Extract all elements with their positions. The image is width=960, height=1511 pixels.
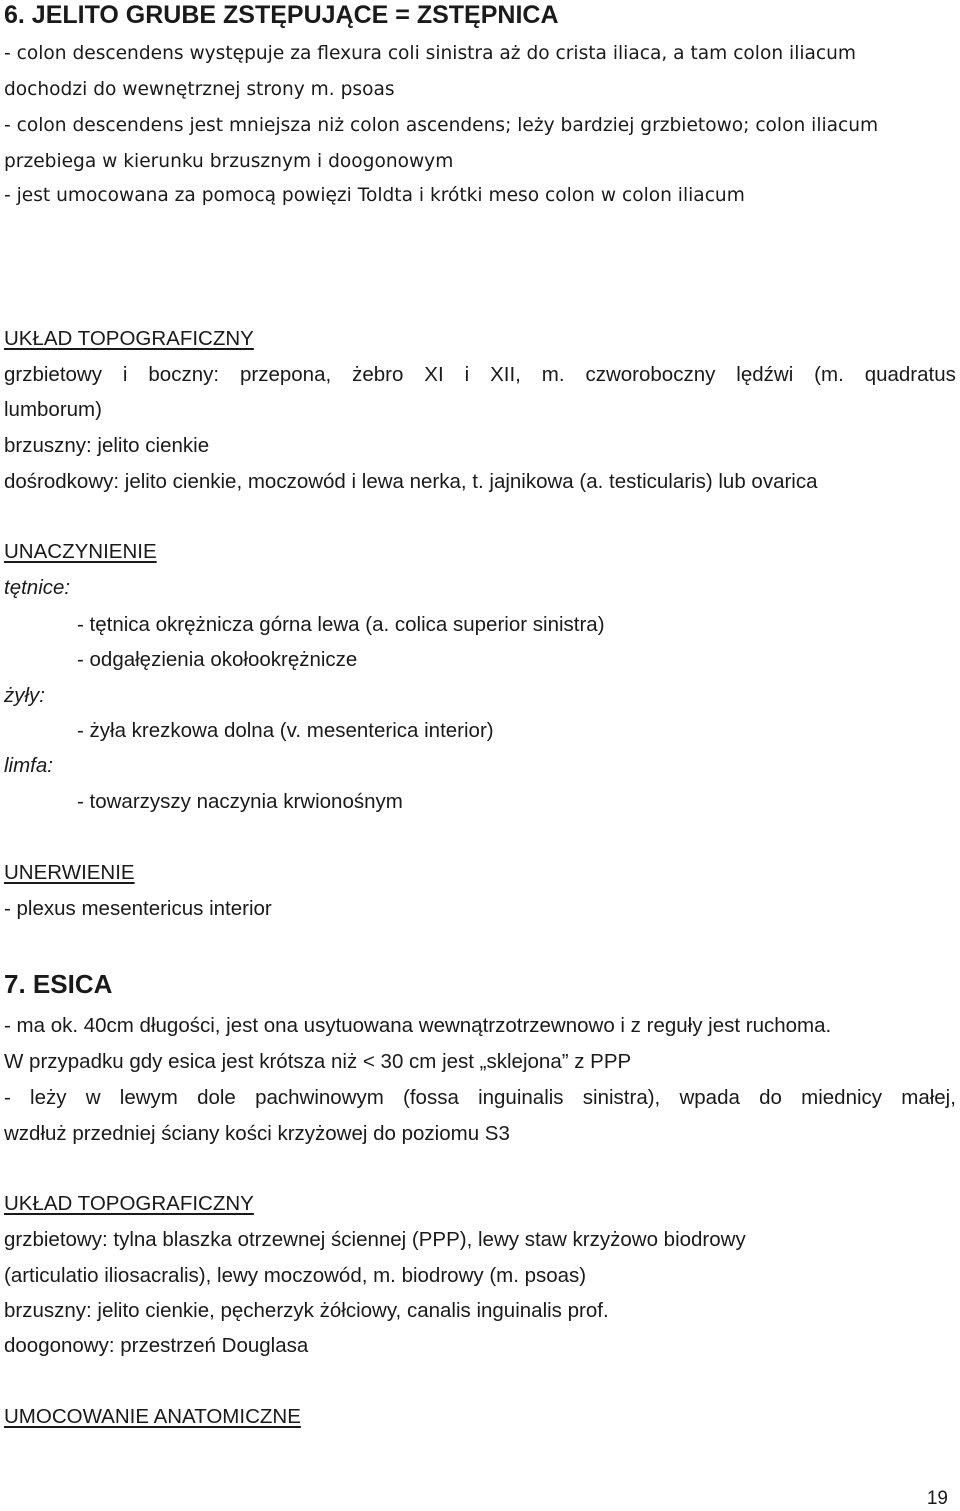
paragraph-line: wzdłuż przedniej ściany kości krzyżowej do poziomu S3 xyxy=(4,1122,510,1145)
innervation-heading: UNERWIENIE xyxy=(4,861,135,884)
lymph-label: limfa: xyxy=(4,754,53,777)
word: quadratus xyxy=(864,363,956,386)
word: do xyxy=(759,1086,782,1109)
blood-supply-heading: UNACZYNIENIE xyxy=(4,540,157,563)
word: inguinalis xyxy=(478,1086,564,1109)
paragraph-line: doogonowy: przestrzeń Douglasa xyxy=(4,1334,309,1357)
word: grzbietowy xyxy=(4,363,102,386)
word: (fossa xyxy=(403,1086,459,1109)
section-6-title: 6. JELITO GRUBE ZSTĘPUJĄCE = ZSTĘPNICA xyxy=(4,1,559,29)
artery-item: - odgałęzienia okołookrężnicze xyxy=(77,648,358,671)
word: wpada xyxy=(679,1086,740,1109)
paragraph-line: - jest umocowana za pomocą powięzi Toldta i krótki meso colon w colon iliacum xyxy=(4,185,745,206)
paragraph-line: - colon descendens występuje za flexura coli sinistra aż do crista iliaca, a tam colon iliacum xyxy=(4,43,857,64)
word: w xyxy=(85,1086,101,1109)
word: lędźwi xyxy=(736,363,794,386)
word: sinistra), xyxy=(582,1086,661,1109)
word: i xyxy=(464,363,470,386)
paragraph-line: - ma ok. 40cm długości, jest ona usytuowana wewnątrzotrzewnowo i z reguły jest ruchoma. xyxy=(4,1014,832,1037)
word: leży xyxy=(30,1086,67,1109)
paragraph-line: lumborum) xyxy=(4,398,102,421)
word: czworoboczny xyxy=(585,363,716,386)
word: - xyxy=(4,1086,11,1109)
page-number: 19 xyxy=(926,1488,948,1509)
paragraph-line: brzuszny: jelito cienkie xyxy=(4,434,210,457)
justified-line xyxy=(4,1085,956,1111)
word: żebro xyxy=(352,363,404,386)
word: m. xyxy=(541,363,565,386)
paragraph-line: W przypadku gdy esica jest krótsza niż < 30 cm jest „sklejona” z PPP xyxy=(4,1050,632,1073)
word: dole xyxy=(197,1086,236,1109)
veins-label: żyły: xyxy=(4,684,45,707)
paragraph-line: - colon descendens jest mniejsza niż colon ascendens; leży bardziej grzbietowo; colon iliacum xyxy=(4,115,879,136)
paragraph-line: dochodzi do wewnętrznej strony m. psoas xyxy=(4,79,395,100)
word: pachwinowym xyxy=(255,1086,384,1109)
arteries-label: tętnice: xyxy=(4,576,71,599)
word: i xyxy=(122,363,128,386)
word: boczny: xyxy=(148,363,220,386)
word: przepona, xyxy=(239,363,332,386)
artery-item: - tętnica okrężnicza górna lewa (a. colica superior sinistra) xyxy=(77,613,605,636)
innervation-item: - plexus mesentericus interior xyxy=(4,897,272,920)
paragraph-line: grzbietowy: tylna blaszka otrzewnej ściennej (PPP), lewy staw krzyżowo biodrowy xyxy=(4,1228,746,1251)
word: XI xyxy=(424,363,444,386)
vein-item: - żyła krezkowa dolna (v. mesenterica interior) xyxy=(77,719,494,742)
paragraph-line: (articulatio iliosacralis), lewy moczowód, m. biodrowy (m. psoas) xyxy=(4,1264,587,1287)
word: (m. xyxy=(814,363,844,386)
topography-heading: UKŁAD TOPOGRAFICZNY xyxy=(4,1192,254,1215)
paragraph-line: dośrodkowy: jelito cienkie, moczowód i lewa nerka, t. jajnikowa (a. testicularis) lub ovarica xyxy=(4,470,818,493)
paragraph-line: brzuszny: jelito cienkie, pęcherzyk żółciowy, canalis inguinalis prof. xyxy=(4,1299,609,1322)
anatomical-fixation-heading: UMOCOWANIE ANATOMICZNE xyxy=(4,1405,301,1428)
paragraph-line: przebiega w kierunku brzusznym i doogonowym xyxy=(4,151,454,172)
word: małej, xyxy=(901,1086,956,1109)
lymph-item: - towarzyszy naczynia krwionośnym xyxy=(77,790,403,813)
topography-heading: UKŁAD TOPOGRAFICZNY xyxy=(4,327,254,350)
word: miednicy xyxy=(801,1086,883,1109)
word: XII, xyxy=(490,363,521,386)
section-7-title: 7. ESICA xyxy=(4,969,113,999)
word: lewym xyxy=(119,1086,178,1109)
justified-line xyxy=(4,362,956,388)
